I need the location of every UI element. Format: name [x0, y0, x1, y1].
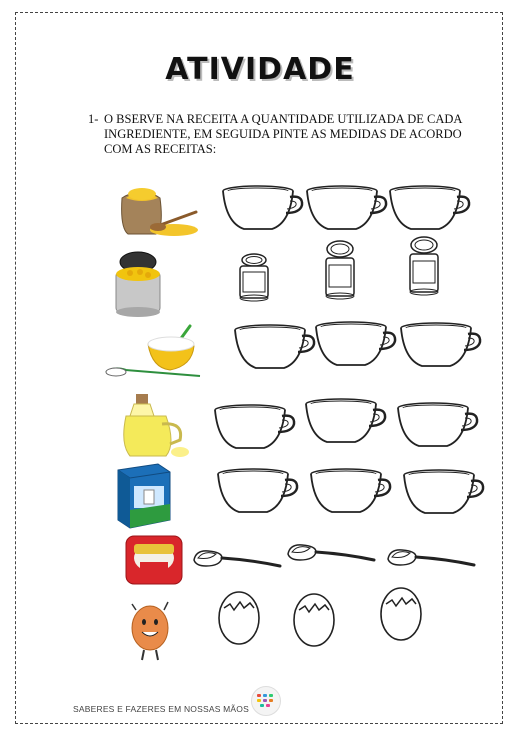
footer-text: SABERES E FAZERES EM NOSSAS MÃOS	[73, 704, 249, 714]
cup-4-1[interactable]	[212, 402, 296, 452]
baking-powder-can-icon	[122, 532, 186, 588]
page-title: ATIVIDADE	[165, 52, 355, 87]
cup-3-3[interactable]	[398, 320, 482, 370]
egg-7-3[interactable]	[378, 582, 424, 642]
cup-5-1[interactable]	[215, 466, 299, 516]
cup-3-1[interactable]	[232, 322, 316, 372]
cup-1-3[interactable]	[387, 183, 471, 233]
egg-character-icon	[124, 596, 176, 662]
cup-4-3[interactable]	[395, 400, 479, 450]
milk-carton-icon	[104, 460, 174, 530]
instruction-number: 1-	[88, 112, 99, 126]
cup-3-2[interactable]	[313, 319, 397, 369]
can-2-1[interactable]	[237, 250, 271, 302]
canned-corn-icon	[112, 246, 164, 318]
can-2-3[interactable]	[407, 236, 441, 296]
flour-bowl-icon	[104, 322, 208, 384]
egg-7-2[interactable]	[291, 588, 337, 648]
instruction-text: O BSERVE NA RECEITA A QUANTIDADE UTILIZADA DE CADA INGREDIENTE, EM SEGUIDA PINTE AS MEDIDAS DE ACORDO COM AS RECEITAS:	[104, 112, 462, 156]
can-2-2[interactable]	[323, 240, 357, 300]
egg-7-1[interactable]	[216, 586, 262, 646]
spoon-6-3[interactable]	[386, 545, 478, 571]
cup-5-3[interactable]	[401, 467, 485, 517]
cup-1-2[interactable]	[304, 183, 388, 233]
spoon-6-1[interactable]	[192, 546, 284, 572]
oil-bottle-icon	[110, 388, 190, 460]
cup-1-1[interactable]	[220, 183, 304, 233]
spoon-6-2[interactable]	[286, 540, 378, 566]
school-logo-icon	[251, 686, 281, 716]
cornmeal-bag-icon	[112, 178, 200, 238]
cup-4-2[interactable]	[303, 396, 387, 446]
cup-5-2[interactable]	[308, 466, 392, 516]
